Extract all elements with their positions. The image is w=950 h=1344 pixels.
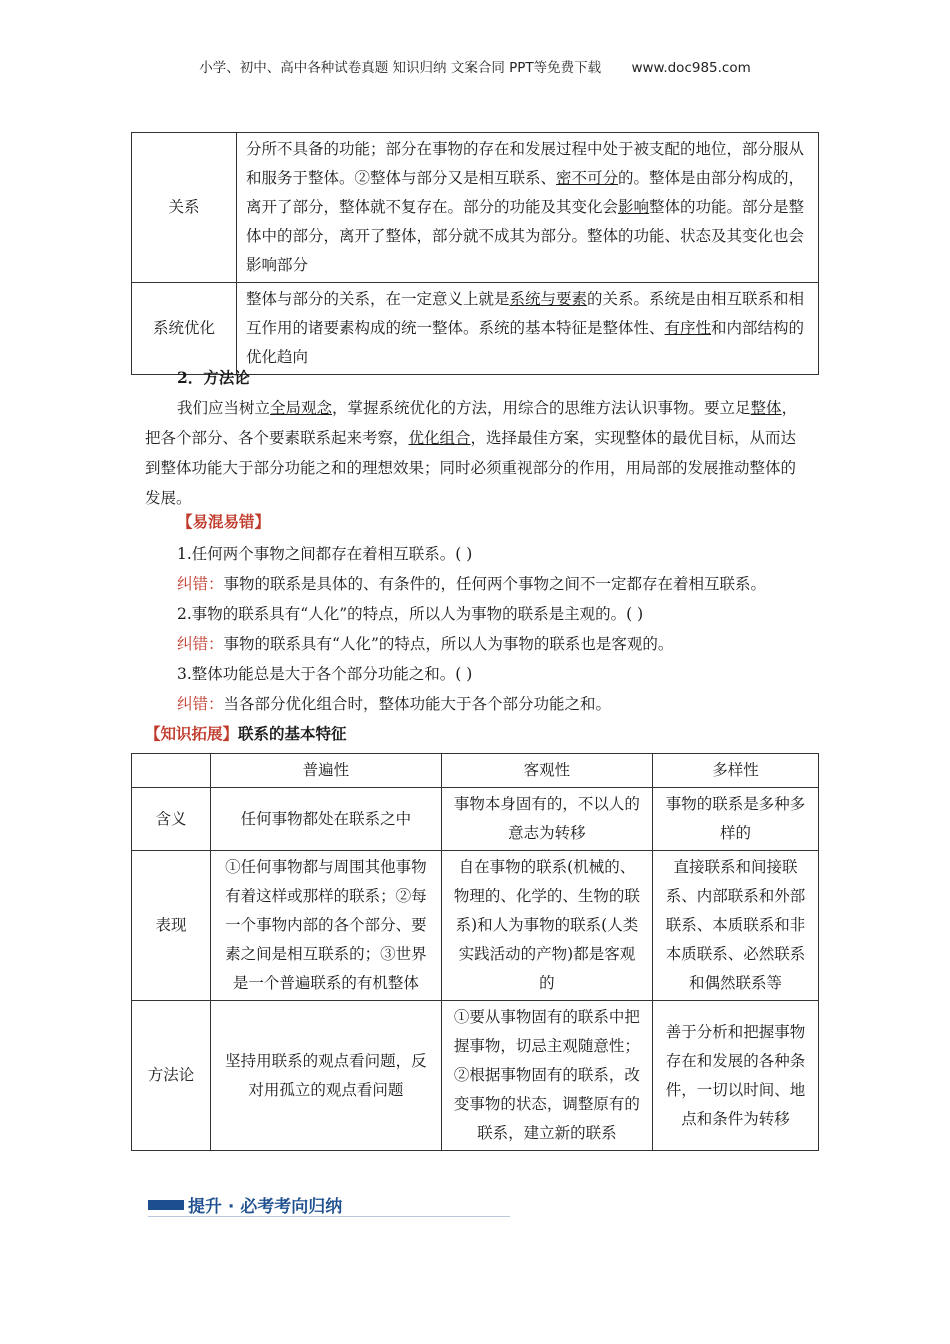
table-row: [132, 283, 819, 375]
header-objectivity: 客观性: [441, 754, 652, 788]
table-cell: 事物的联系是多种多样的: [652, 788, 818, 851]
correction-label: 纠错：: [177, 575, 224, 593]
table-cell: 事物本身固有的，不以人的意志为转移: [441, 788, 652, 851]
system-optimization-content: [237, 283, 819, 375]
table-cell: ①任何事物都与周围其他事物有着这样或那样的联系；②每一个事物内部的各个部分、要素之间是相互联系的；③世界是一个普遍联系的有机整体: [211, 851, 442, 1001]
table-row: [132, 851, 819, 1001]
table-cell: 自在事物的联系(机械的、物理的、化学的、生物的联系)和人为事物的联系(人类实践活动的产物)都是客观的: [441, 851, 652, 1001]
correction-3: [177, 692, 611, 714]
underlined-term: 整体: [750, 399, 782, 417]
row-label: 方法论: [132, 1001, 211, 1151]
text-span: 的。整体是由部分构成的，离开了部分，整体就不复存在。部分的功能及其变化会: [246, 169, 805, 216]
correction-text: 事物的联系是具体的、有条件的，任何两个事物之间不一定都存在着相互联系。: [223, 575, 767, 593]
extension-heading-tag: 【知识拓展】: [145, 724, 239, 743]
quiz-question-3: 3.整体功能总是大于各个部分功能之和。( ): [177, 665, 473, 683]
table-row: [132, 133, 819, 283]
header-site-link[interactable]: www.doc985.com: [631, 60, 751, 76]
correction-1: [177, 572, 766, 594]
quiz-question-1: 1.任何两个事物之间都存在着相互联系。( ): [177, 545, 473, 563]
table-header-row: [132, 754, 819, 788]
underlined-term: 影响: [618, 198, 650, 216]
text-span: 的关系。系统是由相互联系和相互作用的诸要素构成的统一整体。系统的基本特征是整体性、: [246, 290, 805, 337]
table-cell: 直接联系和间接联系、内部联系和外部联系、本质联系和非本质联系、必然联系和偶然联系等: [652, 851, 818, 1001]
underlined-term: 全局观念: [270, 399, 333, 417]
table-cell: 善于分析和把握事物存在和发展的各种条件，一切以时间、地点和条件为转移: [652, 1001, 818, 1151]
text-span: ，掌握系统优化的方法，用综合的思维方法认识事物。要立足: [332, 399, 751, 417]
row-label-relation: 关系: [132, 133, 237, 283]
extension-heading: [145, 722, 347, 744]
row-label: 含义: [132, 788, 211, 851]
text-span: 我们应当树立: [177, 399, 271, 417]
table-row: [132, 1001, 819, 1151]
banner-bar: [148, 1200, 184, 1210]
table-cell: ①要从事物固有的联系中把握事物，切忌主观随意性；②根据事物固有的联系，改变事物的状态，调整原有的联系，建立新的联系: [441, 1001, 652, 1151]
confusion-heading: 【易混易错】: [177, 512, 271, 531]
correction-label: 纠错：: [177, 695, 224, 713]
correction-text: 当各部分优化组合时，整体功能大于各个部分功能之和。: [223, 695, 612, 713]
text-span: 整体的功能。部分是整体中的部分，离开了整体，部分就不成其为部分。整体的功能、状态及其变化也会影响部分: [246, 198, 805, 274]
header-universality: 普遍性: [211, 754, 442, 788]
row-label: 表现: [132, 851, 211, 1001]
extension-subtitle: 联系的基本特征: [238, 724, 347, 743]
quiz-question-2: 2.事物的联系具有“人化”的特点，所以人为事物的联系是主观的。( ): [177, 605, 644, 623]
methodology-paragraph: [145, 393, 811, 513]
underlined-term: 系统与要素: [509, 290, 588, 308]
text-span: 分所不具备的功能；部分在事物的存在和发展过程中处于被支配的地位，部分服从和服务于整体。②整体与部分又是相互联系、: [246, 140, 805, 187]
text-span: ，把各个部分、各个要素联系起来考察，: [145, 399, 798, 447]
page-header: [0, 56, 950, 76]
header-cell-empty: [132, 754, 211, 788]
text-span: 整体与部分的关系，在一定意义上就是: [246, 290, 510, 308]
underlined-term: 密不可分: [556, 169, 619, 187]
underlined-term: 有序性: [664, 319, 712, 337]
text-span: ，选择最佳方案，实现整体的最优目标，从而达到整体功能大于部分功能之和的理想效果；同时必须重视部分的作用，用局部的发展推动整体的发展。: [145, 429, 797, 507]
header-text: 小学、初中、高中各种试卷真题 知识归纳 文案合同 PPT等免费下载: [199, 60, 602, 76]
banner-title: 提升 · 必考考向归纳: [188, 1197, 343, 1217]
text-span: 和内部结构的优化趋向: [246, 319, 805, 366]
features-table: [131, 753, 819, 1151]
underlined-term: 优化组合: [408, 429, 471, 447]
correction-label: 纠错：: [177, 635, 224, 653]
relation-content: [237, 133, 819, 283]
correction-text: 事物的联系具有“人化”的特点，所以人为事物的联系也是客观的。: [223, 635, 674, 653]
methodology-title: 2．方法论: [177, 368, 250, 387]
correction-2: [177, 632, 673, 654]
whole-part-table: [131, 132, 819, 375]
row-label-system-optimization: 系统优化: [132, 283, 237, 375]
table-cell: 坚持用联系的观点看问题，反对用孤立的观点看问题: [211, 1001, 442, 1151]
header-diversity: 多样性: [652, 754, 818, 788]
section-banner: [148, 1190, 510, 1217]
table-row: [132, 788, 819, 851]
table-cell: 任何事物都处在联系之中: [211, 788, 442, 851]
